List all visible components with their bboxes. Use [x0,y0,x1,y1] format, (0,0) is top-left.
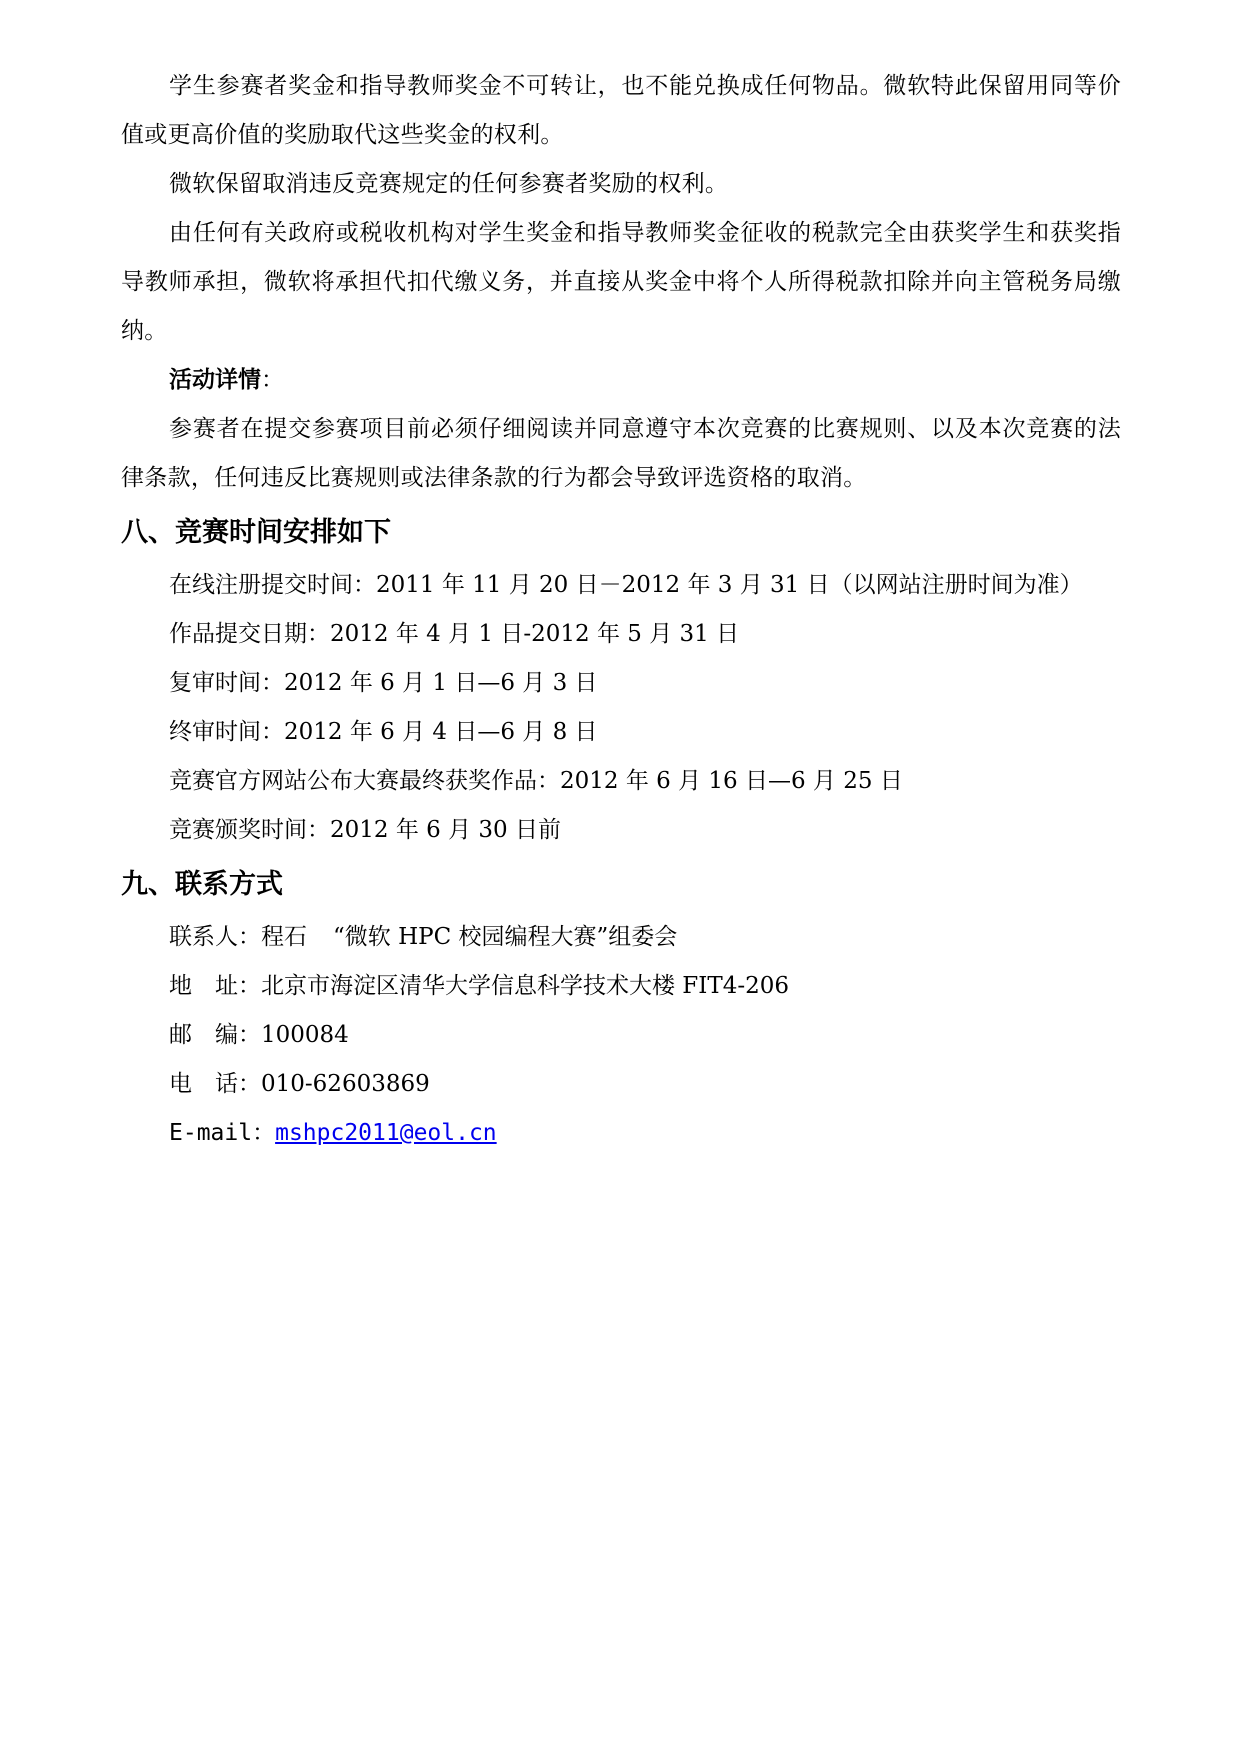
contact-phone-label: 电 话： [169,1071,261,1097]
document-page [121,62,1121,1158]
intro-paragraph-3: 由任何有关政府或税收机构对学生奖金和指导教师奖金征收的税款完全由获奖学生和获奖指导教师承担，微软将承担代扣代缴义务，并直接从奖金中将个人所得税款扣除并向主管税务局缴纳。 [121,220,1121,344]
contact-person-row [121,913,1121,962]
contact-organization: “微软 HPC 校园编程大赛”组委会 [333,924,678,950]
contact-address-value: 北京市海淀区清华大学信息科学技术大楼 FIT4-206 [261,973,790,999]
contact-phone-value: 010-62603869 [261,1071,430,1097]
schedule-item: 竞赛颁奖时间：2012 年 6 月 30 日前 [169,817,561,843]
schedule-heading: 八、竞赛时间安排如下 [121,517,391,548]
schedule-item: 竞赛官方网站公布大赛最终获奖作品：2012 年 6 月 16 日—6 月 25 日 [169,768,903,794]
details-label: 活动详情 [169,367,261,393]
schedule-item: 终审时间：2012 年 6 月 4 日—6 月 8 日 [169,719,598,745]
contact-postcode-label: 邮 编： [169,1022,261,1048]
contact-list [121,913,1121,1158]
contact-email-label: E-mail： [169,1120,276,1146]
contact-email-row [121,1109,1121,1158]
schedule-item: 作品提交日期：2012 年 4 月 1 日-2012 年 5 月 31 日 [169,621,740,647]
contact-phone-row [121,1060,1121,1109]
contact-person-name: 程石 [261,924,307,950]
schedule-list [121,561,1121,855]
intro-paragraph-1: 学生参赛者奖金和指导教师奖金不可转让，也不能兑换成任何物品。微软特此保留用同等价值或更高价值的奖励取代这些奖金的权利。 [121,73,1121,148]
contact-person-label: 联系人： [169,924,261,950]
contact-postcode-value: 100084 [261,1022,349,1048]
contact-heading: 九、联系方式 [121,869,283,900]
details-colon: ： [261,367,284,393]
schedule-item: 在线注册提交时间：2011 年 11 月 20 日－2012 年 3 月 31 日（以网站注册时间为准） [169,572,1083,598]
contact-email-link[interactable]: mshpc2011@eol.cn [275,1120,497,1146]
contact-postcode-row [121,1011,1121,1060]
contact-address-row [121,962,1121,1011]
intro-paragraph-2: 微软保留取消违反竞赛规定的任何参赛者奖励的权利。 [169,171,729,197]
details-subheading [121,356,1121,405]
intro-paragraph-4: 参赛者在提交参赛项目前必须仔细阅读并同意遵守本次竞赛的比赛规则、以及本次竞赛的法律条款，任何违反比赛规则或法律条款的行为都会导致评选资格的取消。 [121,416,1121,491]
schedule-item: 复审时间：2012 年 6 月 1 日—6 月 3 日 [169,670,598,696]
contact-address-label: 地 址： [169,973,261,999]
